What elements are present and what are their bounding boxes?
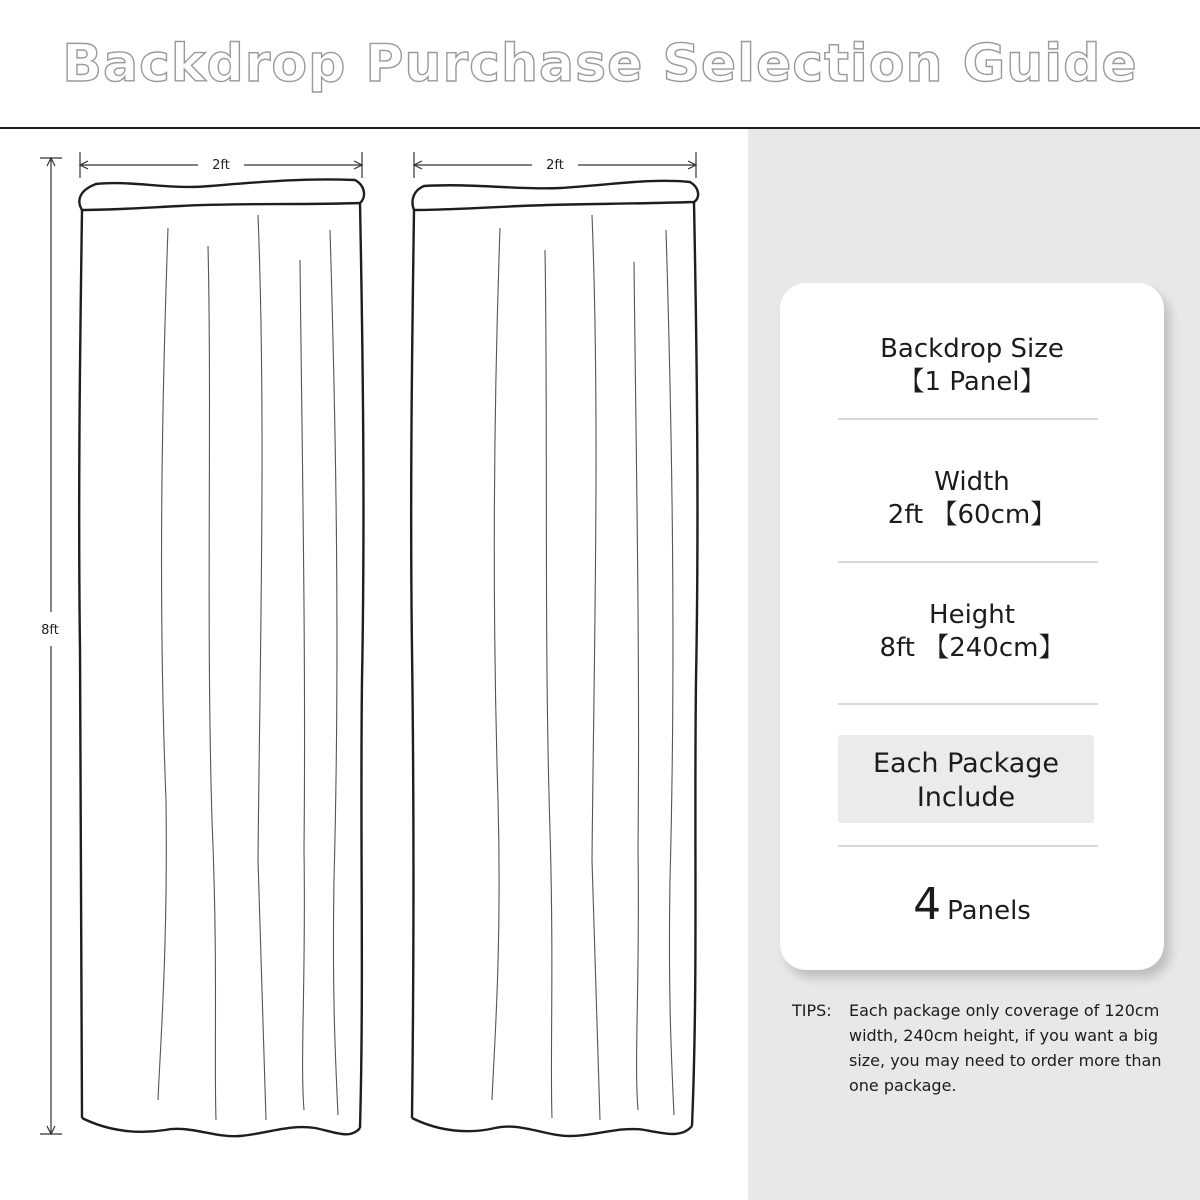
- tips-label: TIPS:: [792, 1001, 832, 1020]
- panels-count: 4: [913, 879, 942, 930]
- width-heading: Width: [934, 467, 1010, 497]
- backdrop-size-panel-count: 【1 Panel】: [898, 367, 1046, 397]
- backdrop-size-section: [780, 333, 1164, 399]
- width-section: [780, 466, 1164, 532]
- page-title: Backdrop Purchase Selection Guide: [62, 34, 1138, 94]
- height-label: 8ft: [41, 623, 59, 638]
- package-include-text: [838, 747, 1094, 815]
- height-dimension: [40, 158, 62, 1134]
- card-divider: [838, 561, 1098, 563]
- package-include-box: [838, 735, 1094, 823]
- left-width-label: 2ft: [212, 158, 230, 173]
- panels-word: Panels: [947, 896, 1031, 926]
- height-heading: Height: [929, 600, 1015, 630]
- package-include-line-2: Include: [916, 782, 1016, 813]
- height-section: [780, 599, 1164, 665]
- height-value: 8ft 【240cm】: [879, 633, 1065, 663]
- left-curtain: [79, 179, 364, 1136]
- card-divider: [838, 418, 1098, 420]
- size-info-card: [780, 283, 1164, 970]
- panels-count-row: [780, 879, 1164, 930]
- package-include-line-1: Each Package: [872, 748, 1060, 779]
- left-curtain-folds: [158, 215, 338, 1120]
- card-divider: [838, 845, 1098, 847]
- curtain-diagram: [0, 129, 748, 1200]
- right-curtain: [411, 181, 698, 1136]
- width-value: 2ft 【60cm】: [887, 500, 1057, 530]
- backdrop-size-heading: Backdrop Size: [880, 334, 1064, 364]
- card-divider: [838, 703, 1098, 705]
- right-width-label: 2ft: [546, 158, 564, 173]
- tips-text: Each package only coverage of 120cm width, 240cm height, if you want a big size, you may need to order more than one package.: [849, 1001, 1162, 1095]
- right-curtain-folds: [492, 215, 674, 1120]
